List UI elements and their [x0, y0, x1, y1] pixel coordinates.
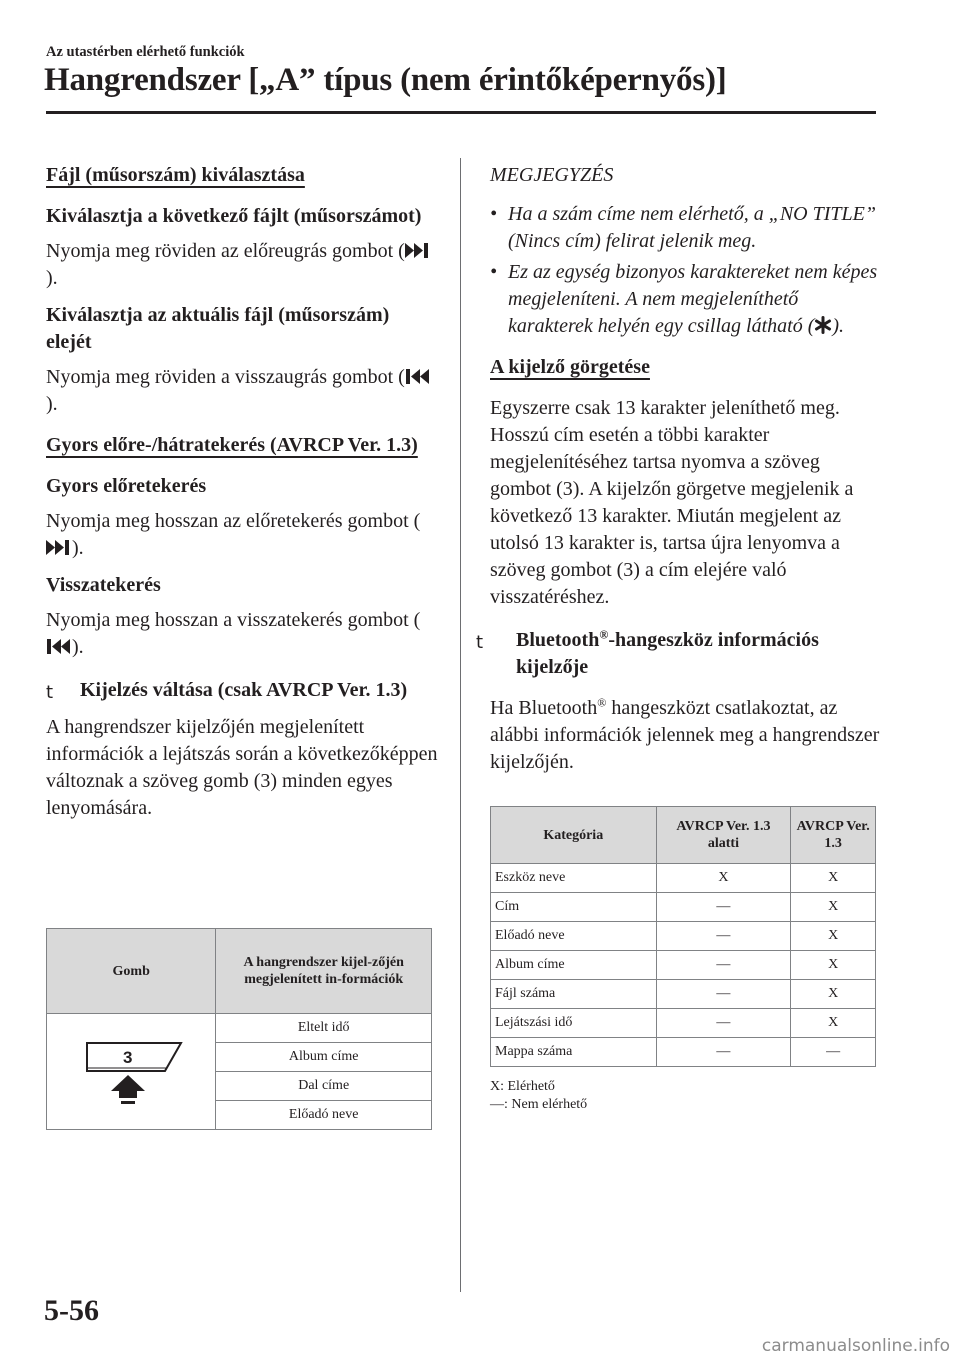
- page-title: Hangrendszer [„A” típus (nem érintőképernyős)]: [44, 62, 727, 98]
- paragraph-rewind: Nyomja meg hosszan a visszatekerés gombot ().: [46, 609, 421, 658]
- table-row: Album címe — X: [491, 951, 876, 980]
- asterisk-icon: [814, 316, 832, 334]
- paragraph-display-scroll: Egyszerre csak 13 karakter jeleníthető meg. Hosszú cím esetén a többi karakter megjelenítéséhez tartsa nyomva a szöveg gombot (3). A kijelzőn görgetve megjelenik a következő 13 karakter. Miután megjelent az utolsó 13 karakter is, tartsa újra lenyomva a szöveg gombot (3) a cím elejére való visszatéréshez.: [490, 397, 854, 608]
- paragraph-display-switch: A hangrendszer kijelzőjén megjelenített információk a lejátszás során a következőképpen változnak a szöveg gomb (3) minden egyes lenyomására.: [46, 716, 438, 819]
- heading-next-file: Kiválasztja a következő fájlt (műsorszámot): [46, 205, 422, 227]
- paragraph-current-file: Nyomja meg röviden a visszaugrás gombot ().: [46, 364, 438, 418]
- paragraph-fast-forward: Nyomja meg hosszan az előretekerés gombot ().: [46, 510, 421, 559]
- text-button-icon: [71, 1021, 191, 1117]
- heading-display-switch: t Kijelzés váltása (csak AVRCP Ver. 1.3): [46, 677, 438, 706]
- right-column: [476, 162, 882, 776]
- heading-rewind: Visszatekerés: [46, 574, 161, 596]
- heading-bt-info: t Bluetooth®-hangeszköz információs kijelzője: [476, 627, 882, 681]
- paragraph-next-file: Nyomja meg röviden az előreugrás gombot ().: [46, 238, 438, 292]
- heading-fast-forward: Gyors előretekerés: [46, 475, 207, 497]
- heading-display-scroll: A kijelző görgetése: [490, 356, 650, 378]
- track-down-icon: [46, 638, 72, 655]
- table-row: Album címe: [216, 1043, 432, 1072]
- table-header-13: AVRCP Ver. 1.3: [791, 807, 876, 864]
- note-item: • Ha a szám címe nem elérhető, a „NO TITLE” (Nincs cím) felirat jelenik meg.: [490, 203, 876, 252]
- display-info-table: [46, 928, 432, 1130]
- bt-info-table: [490, 806, 876, 1067]
- track-up-icon: [405, 242, 431, 259]
- table-header-category: Kategória: [491, 807, 657, 864]
- square-bullet-icon: t: [46, 682, 54, 703]
- heading-fast-forward-rewind: Gyors előre-/hátratekerés (AVRCP Ver. 1.3): [46, 434, 418, 456]
- page-number: 5-56: [44, 1294, 99, 1327]
- table-header-info: A hangrendszer kijel-zőjén megjelenített in-formációk: [216, 929, 432, 1014]
- track-up-icon: [46, 539, 72, 556]
- heading-current-file: Kiválasztja az aktuális fájl (műsorszám) elejét: [46, 304, 390, 353]
- table-row: Eltelt idő: [216, 1014, 432, 1043]
- heading-file-select: Fájl (műsorszám) kiválasztása: [46, 164, 305, 186]
- title-rule: [46, 111, 876, 114]
- note-title: MEGJEGYZÉS: [490, 164, 614, 186]
- column-divider: [460, 158, 461, 1292]
- button-number: 3: [123, 1048, 133, 1067]
- square-bullet-icon: t: [476, 632, 484, 653]
- note-item: • Ez az egység bizonyos karaktereket nem képes megjeleníteni. A nem megjeleníthető karakterek helyén egy csillag látható ( ).: [490, 261, 878, 337]
- table-legend: [490, 1078, 587, 1114]
- legend-unavailable: —: Nem elérhető: [490, 1097, 588, 1112]
- table-row: Cím — X: [491, 893, 876, 922]
- table-row: Mappa száma — —: [491, 1038, 876, 1067]
- table-row: Eszköz neve X X: [491, 864, 876, 893]
- table-row: Lejátszási idő — X: [491, 1009, 876, 1038]
- table-row: Előadó neve — X: [491, 922, 876, 951]
- table-row: Előadó neve: [216, 1101, 432, 1130]
- paragraph-bt-info: Ha Bluetooth® hangeszközt csatlakoztat, az alábbi információk jelennek meg a hangrendszer kijelzőjén.: [490, 695, 880, 773]
- section-label: Az utastérben elérhető funkciók: [46, 44, 245, 60]
- table-header-below-13: AVRCP Ver. 1.3 alatti: [656, 807, 791, 864]
- table-row: Dal címe: [216, 1072, 432, 1101]
- text-button-cell: [47, 1014, 216, 1130]
- watermark: carmanualsonline.info: [761, 1336, 950, 1356]
- table-row: Fájl száma — X: [491, 980, 876, 1009]
- left-column: [46, 162, 438, 822]
- legend-available: X: Elérhető: [490, 1079, 555, 1094]
- table-header-button: Gomb: [47, 929, 216, 1014]
- track-down-icon: [405, 368, 431, 385]
